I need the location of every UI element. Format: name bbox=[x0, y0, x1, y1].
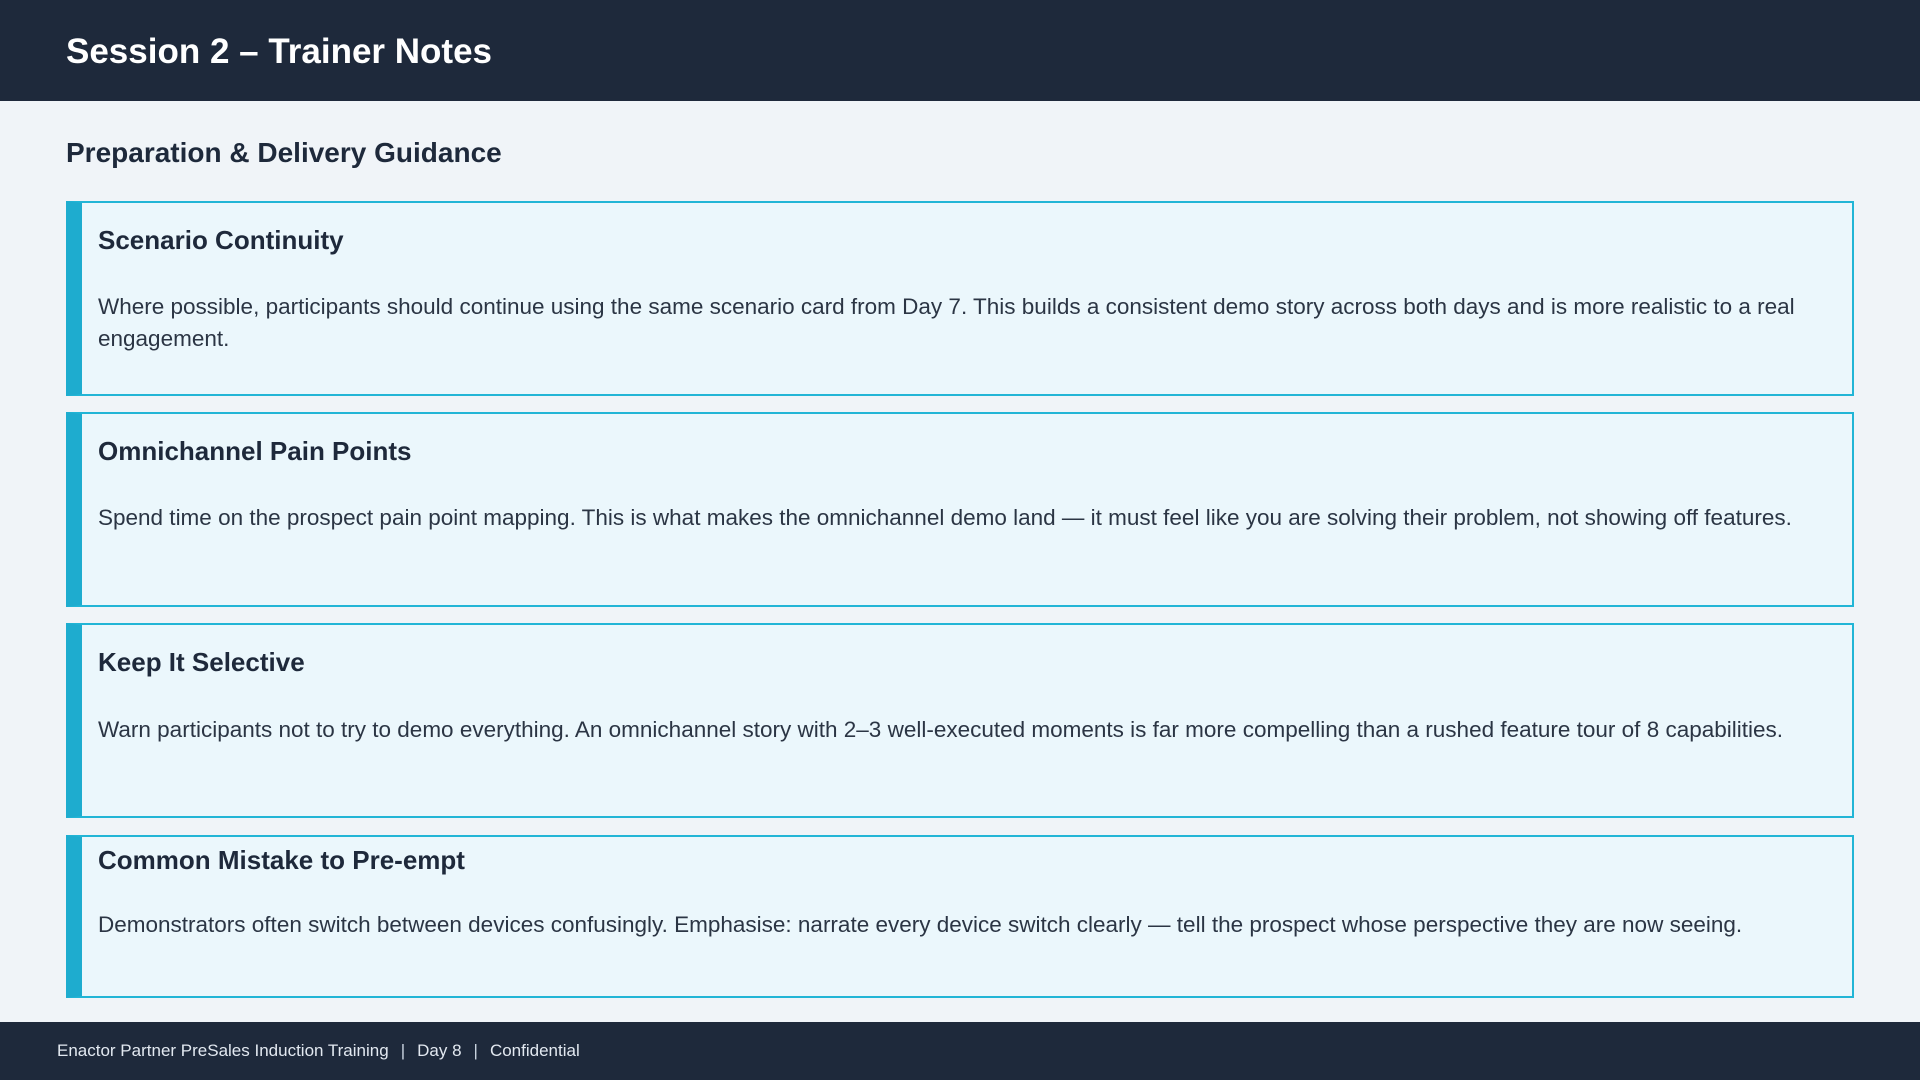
section-title: Preparation & Delivery Guidance bbox=[66, 137, 502, 168]
footer-classification: Confidential bbox=[489, 1041, 580, 1060]
card-title: Omnichannel Pain Points bbox=[98, 436, 412, 466]
card-body: Where possible, participants should continue using the same scenario card from Day 7. This builds a consistent demo story across both days and is more realistic to a real engagement. bbox=[98, 294, 1795, 351]
note-card-omnichannel-pain-points bbox=[66, 412, 1854, 607]
slide-title: Session 2 – Trainer Notes bbox=[66, 32, 493, 71]
card-body: Spend time on the prospect pain point mapping. This is what makes the omnichannel demo land — it must feel like you are solving their problem, not showing off features. bbox=[98, 505, 1792, 530]
footer-separator: | bbox=[400, 1041, 406, 1060]
note-card-keep-it-selective bbox=[66, 623, 1854, 818]
footer-separator: | bbox=[473, 1041, 478, 1060]
card-body: Demonstrators often switch between devices confusingly. Emphasise: narrate every device switch clearly — tell the prospect whose perspective they are now seeing. bbox=[98, 912, 1743, 937]
card-title: Keep It Selective bbox=[98, 647, 305, 677]
footer-program: Enactor Partner PreSales Induction Training bbox=[57, 1041, 389, 1060]
note-card-common-mistake bbox=[66, 835, 1854, 998]
card-title: Common Mistake to Pre-empt bbox=[98, 845, 465, 875]
card-title: Scenario Continuity bbox=[98, 225, 344, 255]
note-card-scenario-continuity bbox=[66, 201, 1854, 396]
slide-footer bbox=[0, 1022, 1920, 1080]
footer-text bbox=[57, 1040, 580, 1062]
footer-day: Day 8 bbox=[417, 1041, 462, 1060]
card-body: Warn participants not to try to demo everything. An omnichannel story with 2–3 well-executed moments is far more compelling than a rushed feature tour of 8 capabilities. bbox=[98, 717, 1784, 742]
slide-header bbox=[0, 0, 1920, 101]
